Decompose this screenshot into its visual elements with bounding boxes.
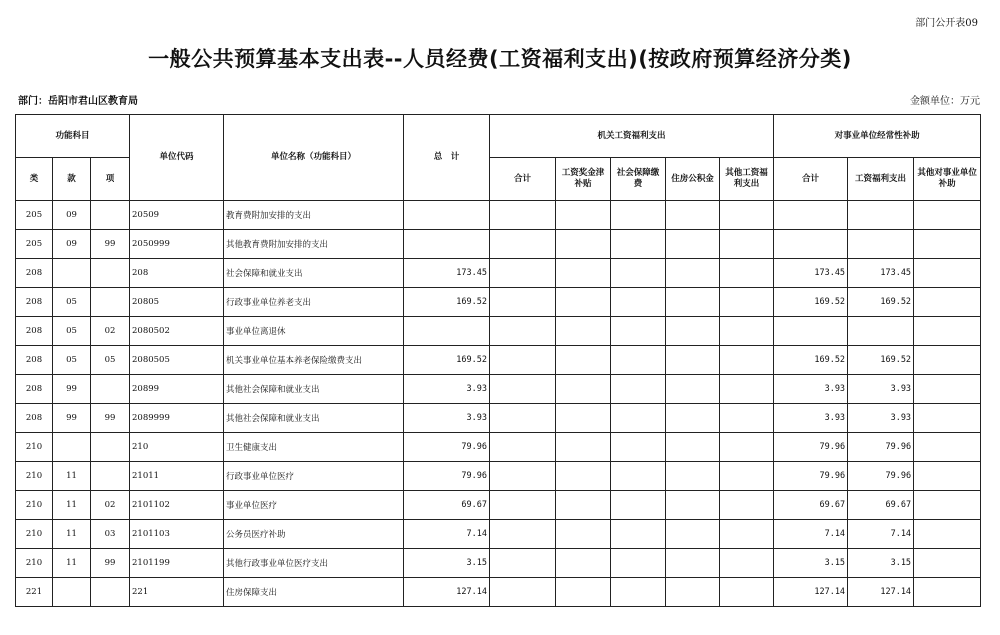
sub-other-cell	[914, 230, 981, 259]
sub-wage-cell: 173.45	[848, 259, 914, 288]
table-row	[16, 317, 981, 346]
sub-other-cell	[914, 317, 981, 346]
org-wage-cell	[556, 404, 611, 433]
kuan-cell: 05	[53, 317, 91, 346]
lei-cell: 210	[16, 491, 53, 520]
sub-subtotal-cell: 79.96	[774, 462, 848, 491]
org-subtotal-cell	[490, 520, 556, 549]
sub-other-header: 其他对事业单位补助	[914, 158, 981, 201]
total-cell	[404, 317, 490, 346]
table-row	[16, 578, 981, 607]
org-subtotal-cell	[490, 375, 556, 404]
total-header: 总 计	[404, 115, 490, 201]
org-subtotal-cell	[490, 404, 556, 433]
sub-wage-cell	[848, 201, 914, 230]
table-row	[16, 259, 981, 288]
org-other-cell	[720, 433, 774, 462]
org-subtotal-cell	[490, 462, 556, 491]
kuan-cell	[53, 259, 91, 288]
unit-name-cell: 住房保障支出	[224, 578, 404, 607]
org-social-cell	[611, 462, 666, 491]
xiang-cell: 02	[91, 317, 130, 346]
lei-cell: 210	[16, 549, 53, 578]
kuan-cell: 99	[53, 404, 91, 433]
sub-subtotal-cell: 79.96	[774, 433, 848, 462]
total-cell: 79.96	[404, 462, 490, 491]
table-row	[16, 375, 981, 404]
org-wage-cell	[556, 433, 611, 462]
org-other-cell	[720, 201, 774, 230]
page-title: 一般公共预算基本支出表--人员经费(工资福利支出)(按政府预算经济分类)	[148, 47, 852, 71]
table-row	[16, 462, 981, 491]
org-housing-cell	[666, 491, 720, 520]
org-other-cell	[720, 317, 774, 346]
unit-code-cell: 221	[130, 578, 224, 607]
sub-wage-cell: 7.14	[848, 520, 914, 549]
org-social-cell	[611, 259, 666, 288]
lei-cell: 210	[16, 520, 53, 549]
org-subtotal-cell	[490, 317, 556, 346]
sub-subtotal-header: 合计	[774, 158, 848, 201]
kuan-cell: 11	[53, 520, 91, 549]
table-row	[16, 201, 981, 230]
sub-wage-cell: 169.52	[848, 346, 914, 375]
sub-other-cell	[914, 549, 981, 578]
total-cell: 173.45	[404, 259, 490, 288]
org-housing-cell	[666, 259, 720, 288]
sub-subtotal-cell: 7.14	[774, 520, 848, 549]
total-cell: 3.93	[404, 404, 490, 433]
unit-name-cell: 其他行政事业单位医疗支出	[224, 549, 404, 578]
org-housing-cell	[666, 375, 720, 404]
total-cell	[404, 230, 490, 259]
org-social-header: 社会保障缴费	[611, 158, 666, 201]
lei-cell: 210	[16, 462, 53, 491]
sub-wage-cell: 127.14	[848, 578, 914, 607]
org-wage-cell	[556, 201, 611, 230]
kuan-cell	[53, 433, 91, 462]
sub-subtotal-cell: 3.15	[774, 549, 848, 578]
org-other-cell	[720, 578, 774, 607]
unit-code-cell: 2080502	[130, 317, 224, 346]
xiang-cell: 05	[91, 346, 130, 375]
total-cell: 7.14	[404, 520, 490, 549]
org-social-cell	[611, 491, 666, 520]
expenditure-table	[15, 114, 981, 607]
sub-subtotal-cell	[774, 201, 848, 230]
total-cell	[404, 201, 490, 230]
lei-header: 类	[16, 158, 53, 201]
org-other-cell	[720, 462, 774, 491]
org-subtotal-cell	[490, 201, 556, 230]
sub-other-cell	[914, 404, 981, 433]
unit-code-cell: 20805	[130, 288, 224, 317]
xiang-header: 项	[91, 158, 130, 201]
kuan-cell: 11	[53, 549, 91, 578]
org-wage-cell	[556, 462, 611, 491]
table-row	[16, 433, 981, 462]
unit-name-cell: 教育费附加安排的支出	[224, 201, 404, 230]
unit-code-cell: 2101103	[130, 520, 224, 549]
org-wage-header: 工资奖金津补贴	[556, 158, 611, 201]
unit-code-header: 单位代码	[130, 115, 224, 201]
org-housing-cell	[666, 578, 720, 607]
org-other-cell	[720, 346, 774, 375]
kuan-cell: 99	[53, 375, 91, 404]
sub-other-cell	[914, 462, 981, 491]
unit-code-cell: 20899	[130, 375, 224, 404]
lei-cell: 208	[16, 375, 53, 404]
sub-other-cell	[914, 520, 981, 549]
lei-cell: 208	[16, 288, 53, 317]
org-wage-cell	[556, 317, 611, 346]
org-social-cell	[611, 404, 666, 433]
total-cell: 169.52	[404, 288, 490, 317]
org-social-cell	[611, 520, 666, 549]
org-social-cell	[611, 230, 666, 259]
sub-other-cell	[914, 288, 981, 317]
org-housing-cell	[666, 346, 720, 375]
org-social-cell	[611, 578, 666, 607]
kuan-header: 款	[53, 158, 91, 201]
table-row	[16, 346, 981, 375]
org-subtotal-cell	[490, 491, 556, 520]
sub-wage-cell: 3.93	[848, 404, 914, 433]
unit-name-cell: 事业单位离退休	[224, 317, 404, 346]
xiang-cell: 02	[91, 491, 130, 520]
xiang-cell	[91, 288, 130, 317]
sub-wage-cell: 3.93	[848, 375, 914, 404]
org-social-cell	[611, 317, 666, 346]
org-subtotal-cell	[490, 346, 556, 375]
sub-wage-cell: 79.96	[848, 462, 914, 491]
org-other-cell	[720, 288, 774, 317]
xiang-cell: 99	[91, 549, 130, 578]
xiang-cell: 99	[91, 230, 130, 259]
sub-other-cell	[914, 201, 981, 230]
unit-name-cell: 其他教育费附加安排的支出	[224, 230, 404, 259]
org-housing-header: 住房公积金	[666, 158, 720, 201]
sub-subtotal-cell	[774, 230, 848, 259]
total-cell: 127.14	[404, 578, 490, 607]
table-body	[16, 201, 981, 607]
unit-code-cell: 21011	[130, 462, 224, 491]
form-number: 部门公开表09	[915, 18, 978, 29]
org-subtotal-cell	[490, 578, 556, 607]
table-row	[16, 288, 981, 317]
sub-wage-cell	[848, 230, 914, 259]
sub-wage-header: 工资福利支出	[848, 158, 914, 201]
org-housing-cell	[666, 433, 720, 462]
xiang-cell: 03	[91, 520, 130, 549]
department-label: 部门：岳阳市君山区教育局	[18, 96, 138, 107]
lei-cell: 208	[16, 317, 53, 346]
org-other-cell	[720, 491, 774, 520]
org-housing-cell	[666, 462, 720, 491]
lei-cell: 208	[16, 259, 53, 288]
sub-subtotal-cell: 3.93	[774, 404, 848, 433]
lei-cell: 205	[16, 230, 53, 259]
org-wage-group-header: 机关工资福利支出	[490, 115, 774, 158]
org-other-cell	[720, 404, 774, 433]
total-cell: 79.96	[404, 433, 490, 462]
kuan-cell: 11	[53, 491, 91, 520]
unit-code-cell: 208	[130, 259, 224, 288]
table-row	[16, 520, 981, 549]
org-other-cell	[720, 230, 774, 259]
sub-wage-cell	[848, 317, 914, 346]
sub-other-cell	[914, 375, 981, 404]
sub-other-cell	[914, 259, 981, 288]
unit-name-cell: 机关事业单位基本养老保险缴费支出	[224, 346, 404, 375]
table-row	[16, 404, 981, 433]
xiang-cell	[91, 578, 130, 607]
kuan-cell: 09	[53, 201, 91, 230]
unit-name-cell: 其他社会保障和就业支出	[224, 375, 404, 404]
sub-subtotal-cell: 169.52	[774, 288, 848, 317]
org-wage-cell	[556, 491, 611, 520]
org-other-cell	[720, 259, 774, 288]
xiang-cell	[91, 462, 130, 491]
org-wage-cell	[556, 259, 611, 288]
org-social-cell	[611, 288, 666, 317]
lei-cell: 208	[16, 404, 53, 433]
org-subtotal-cell	[490, 549, 556, 578]
org-housing-cell	[666, 520, 720, 549]
xiang-cell	[91, 375, 130, 404]
unit-name-cell: 行政事业单位医疗	[224, 462, 404, 491]
org-other-cell	[720, 520, 774, 549]
total-cell: 69.67	[404, 491, 490, 520]
org-wage-cell	[556, 578, 611, 607]
unit-code-cell: 2101102	[130, 491, 224, 520]
header-row-1	[16, 115, 981, 158]
unit-code-cell: 2080505	[130, 346, 224, 375]
unit-code-cell: 20509	[130, 201, 224, 230]
xiang-cell: 99	[91, 404, 130, 433]
org-housing-cell	[666, 288, 720, 317]
total-cell: 3.93	[404, 375, 490, 404]
org-housing-cell	[666, 549, 720, 578]
org-other-cell	[720, 375, 774, 404]
kuan-cell: 09	[53, 230, 91, 259]
kuan-cell: 05	[53, 346, 91, 375]
org-wage-cell	[556, 549, 611, 578]
xiang-cell	[91, 433, 130, 462]
org-wage-cell	[556, 230, 611, 259]
org-social-cell	[611, 346, 666, 375]
org-social-cell	[611, 201, 666, 230]
sub-subtotal-cell: 3.93	[774, 375, 848, 404]
org-subtotal-cell	[490, 230, 556, 259]
total-cell: 3.15	[404, 549, 490, 578]
sub-other-cell	[914, 578, 981, 607]
func-subject-header: 功能科目	[16, 115, 130, 158]
unit-name-cell: 行政事业单位养老支出	[224, 288, 404, 317]
sub-subtotal-cell: 127.14	[774, 578, 848, 607]
table-row	[16, 491, 981, 520]
sub-subtotal-cell: 173.45	[774, 259, 848, 288]
xiang-cell	[91, 259, 130, 288]
org-housing-cell	[666, 404, 720, 433]
unit-name-cell: 事业单位医疗	[224, 491, 404, 520]
kuan-cell	[53, 578, 91, 607]
unit-code-cell: 2089999	[130, 404, 224, 433]
subsidy-group-header: 对事业单位经常性补助	[774, 115, 981, 158]
org-housing-cell	[666, 201, 720, 230]
org-social-cell	[611, 549, 666, 578]
org-other-header: 其他工资福利支出	[720, 158, 774, 201]
org-subtotal-cell	[490, 288, 556, 317]
unit-code-cell: 2050999	[130, 230, 224, 259]
kuan-cell: 11	[53, 462, 91, 491]
unit-name-cell: 公务员医疗补助	[224, 520, 404, 549]
sub-subtotal-cell	[774, 317, 848, 346]
org-social-cell	[611, 375, 666, 404]
lei-cell: 221	[16, 578, 53, 607]
table-row	[16, 230, 981, 259]
sub-subtotal-cell: 69.67	[774, 491, 848, 520]
sub-wage-cell: 69.67	[848, 491, 914, 520]
org-subtotal-header: 合计	[490, 158, 556, 201]
org-housing-cell	[666, 230, 720, 259]
amount-unit-label: 金额单位：万元	[910, 96, 980, 107]
sub-other-cell	[914, 491, 981, 520]
unit-name-cell: 其他社会保障和就业支出	[224, 404, 404, 433]
org-other-cell	[720, 549, 774, 578]
sub-wage-cell: 79.96	[848, 433, 914, 462]
org-social-cell	[611, 433, 666, 462]
lei-cell: 208	[16, 346, 53, 375]
lei-cell: 210	[16, 433, 53, 462]
kuan-cell: 05	[53, 288, 91, 317]
org-subtotal-cell	[490, 433, 556, 462]
sub-other-cell	[914, 433, 981, 462]
org-housing-cell	[666, 317, 720, 346]
table-row	[16, 549, 981, 578]
unit-name-header: 单位名称（功能科目）	[224, 115, 404, 201]
lei-cell: 205	[16, 201, 53, 230]
org-wage-cell	[556, 375, 611, 404]
sub-subtotal-cell: 169.52	[774, 346, 848, 375]
sub-wage-cell: 169.52	[848, 288, 914, 317]
sub-wage-cell: 3.15	[848, 549, 914, 578]
total-cell: 169.52	[404, 346, 490, 375]
sub-other-cell	[914, 346, 981, 375]
org-subtotal-cell	[490, 259, 556, 288]
org-wage-cell	[556, 520, 611, 549]
org-wage-cell	[556, 346, 611, 375]
unit-code-cell: 2101199	[130, 549, 224, 578]
xiang-cell	[91, 201, 130, 230]
org-wage-cell	[556, 288, 611, 317]
unit-name-cell: 社会保障和就业支出	[224, 259, 404, 288]
unit-name-cell: 卫生健康支出	[224, 433, 404, 462]
unit-code-cell: 210	[130, 433, 224, 462]
